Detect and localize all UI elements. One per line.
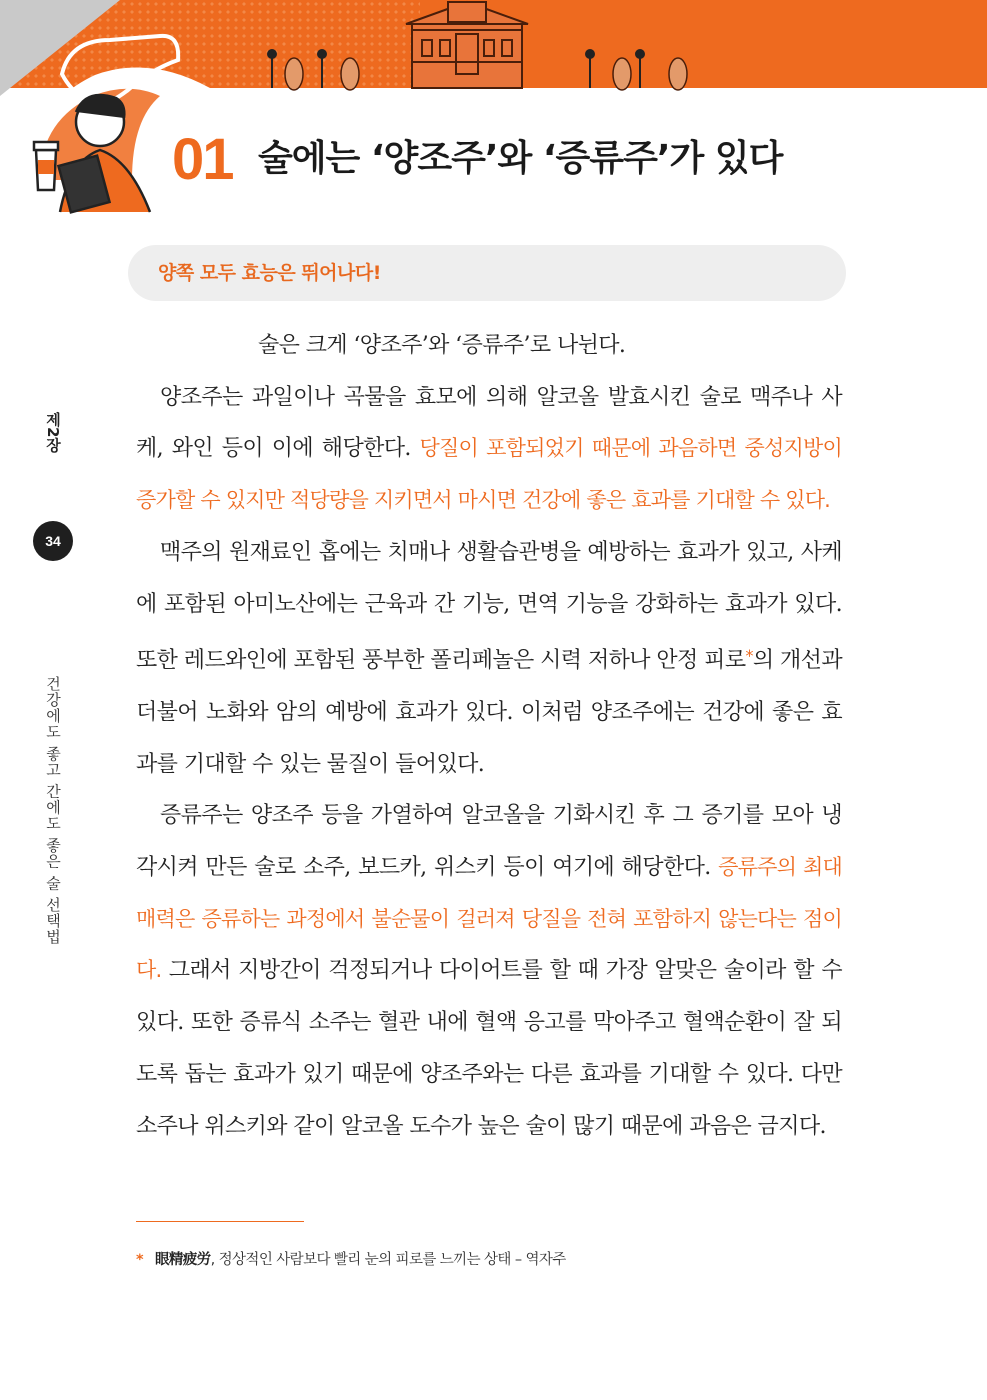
footnote-text: , 정상적인 사람보다 빨리 눈의 피로를 느끼는 상태 – 역자주 (210, 1252, 566, 1268)
paragraph-text: 증류주는 양조주 등을 가열하여 알코올을 기화시킨 후 그 증기를 모아 냉각시켜 만든 술로 소주, 보드카, 위스키 등이 여기에 해당한다. (136, 803, 842, 881)
reading-person-illustration (0, 0, 260, 240)
building-illustration (406, 2, 528, 88)
paragraph (136, 372, 842, 527)
subtitle-banner (128, 245, 846, 301)
section-number: 01 (172, 127, 233, 192)
paragraph-text: 맥주의 원재료인 홉에는 치매나 생활습관병을 예방하는 효과가 있고, 사케에 포함된 아미노산에는 근육과 간 기능, 면역 기능을 강화하는 효과가 있다. 또한 레드와인에 포함된 풍부한 폴리페놀은 시력 저하나 안정 피로 (136, 539, 842, 674)
paragraph-text: 양조주는 과일이나 곡물을 효모에 의해 알코올 발효시킨 술로 맥주나 사케, 와인 등이 이에 해당한다. (136, 384, 842, 462)
footnote-marker: * (745, 646, 753, 666)
footnote-divider (136, 1221, 304, 1222)
highlighted-text: 당질이 포함되었기 때문에 과음하면 중성지방이 증가할 수 있지만 적당량을 지키면서 마시면 건강에 좋은 효과를 기대할 수 있다. (136, 436, 842, 513)
body-text (136, 320, 842, 1152)
paragraph (136, 790, 842, 1152)
paragraph-text: 술은 크게 ‘양조주’와 ‘증류주’로 나뉜다. (258, 333, 626, 358)
paragraph (136, 527, 842, 791)
paragraph-text: 의 개선과 더불어 노화와 암의 예방에 효과가 있다. 이처럼 양조주에는 건강에 좋은 효과를 기대할 수 있는 물질이 들어있다. (136, 648, 842, 777)
highlighted-text: 증류주의 최대 매력은 증류하는 과정에서 불순물이 걸러져 당질을 전혀 포함하지 않는다는 점이다. (136, 855, 842, 983)
footnote (136, 1248, 566, 1269)
paragraph (136, 320, 842, 372)
chapter-label: 제2장 (44, 412, 62, 453)
running-book-title: 건강에도 좋고 간에도 좋은 술 선택법 (44, 676, 62, 945)
paragraph-text: 그래서 지방간이 걱정되거나 다이어트를 할 때 가장 알맞은 술이라 할 수 있다. 또한 증류식 소주는 혈관 내에 혈액 응고를 막아주고 혈액순환이 잘 되도록 돕는 효과가 있기 때문에 양조주와는 다른 효과를 기대할 수 있다. 다만 소주나 위스키와 같이 알코올 도수가 높은 술이 많기 때문에 과음은 금지다. (136, 958, 842, 1139)
page-title: 술에는 ‘양조주’와 ‘증류주’가 있다 (258, 138, 783, 179)
footnote-star: * (136, 1252, 143, 1268)
footnote-term: 眼精疲労 (154, 1252, 211, 1268)
subtitle-text: 양쪽 모두 효능은 뛰어나다! (158, 262, 381, 284)
page-number-badge: 34 (33, 521, 73, 561)
